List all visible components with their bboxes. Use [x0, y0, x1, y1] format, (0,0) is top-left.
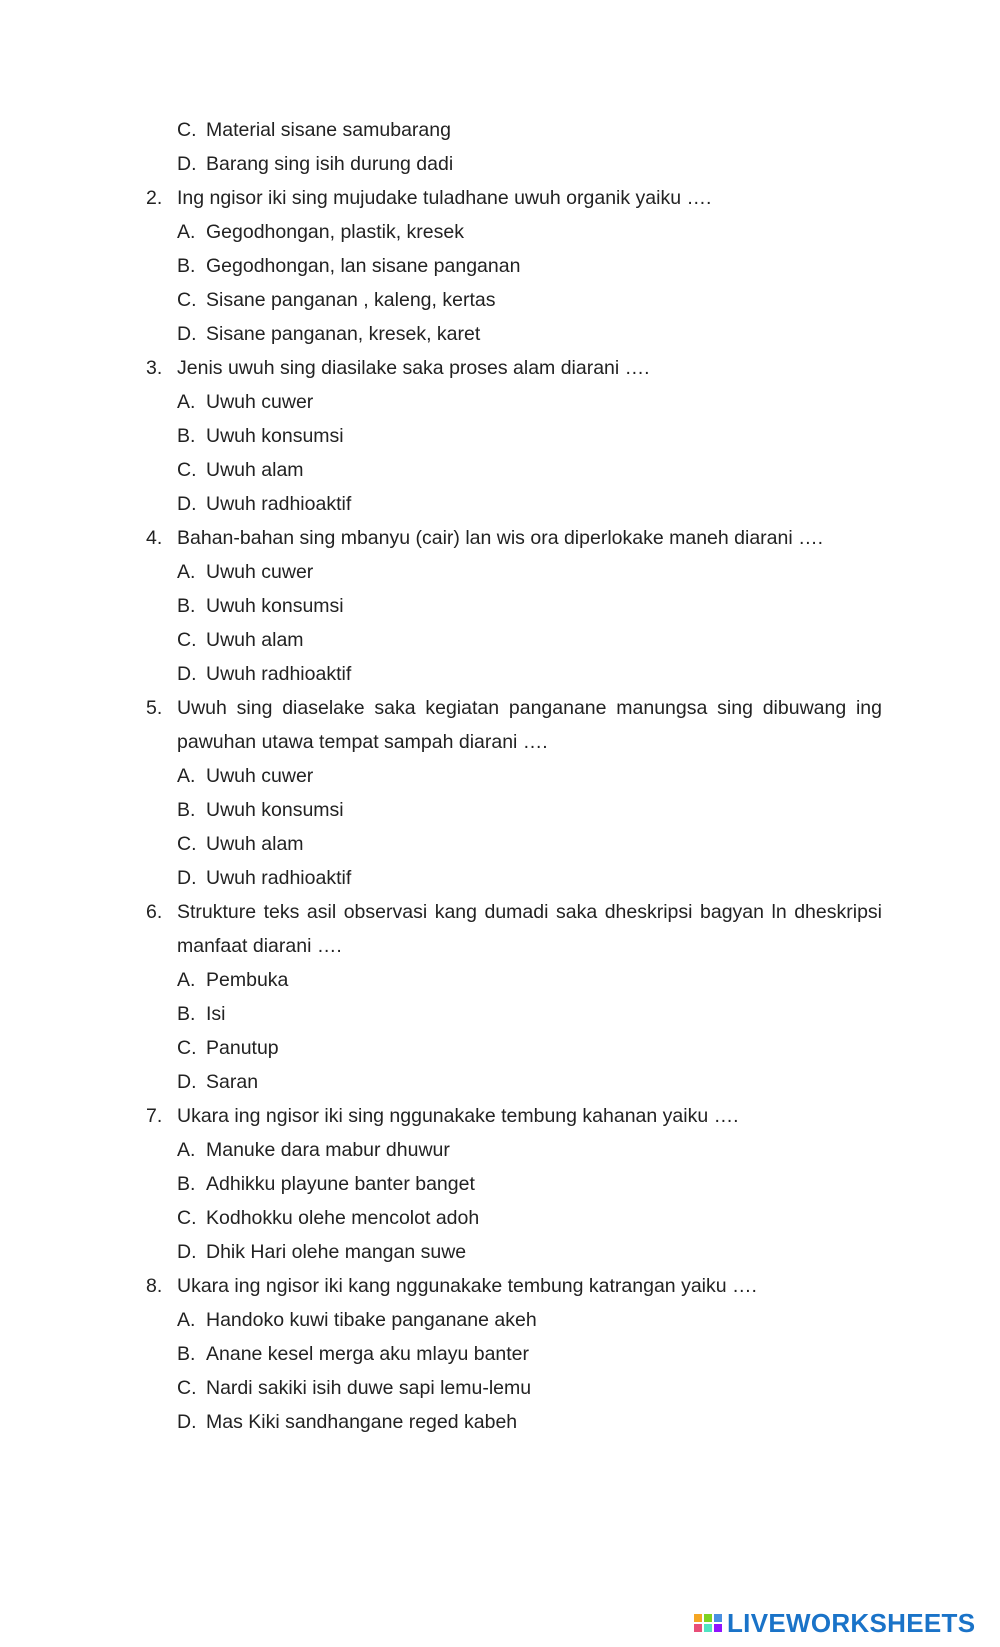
- question-text-continued: pawuhan utawa tempat sampah diarani ….: [177, 731, 548, 753]
- option-text: Uwuh konsumsi: [206, 595, 344, 617]
- option-text: Saran: [206, 1071, 259, 1093]
- answer-option: [146, 759, 882, 793]
- answer-option: [146, 147, 882, 181]
- question-text: Bahan-bahan sing mbanyu (cair) lan wis ora diperlokake maneh diarani ….: [177, 527, 824, 549]
- option-letter: C.: [177, 1377, 197, 1399]
- logo-text: LIVEWORKSHEETS: [727, 1607, 976, 1638]
- liveworksheets-logo: [694, 1608, 975, 1638]
- option-letter: D.: [177, 867, 197, 889]
- question-text: Ukara ing ngisor iki sing nggunakake tembung kahanan yaiku ….: [177, 1105, 739, 1127]
- option-text: Pembuka: [206, 969, 289, 991]
- option-text: Uwuh radhioaktif: [206, 493, 352, 515]
- option-text: Barang sing isih durung dadi: [206, 153, 454, 175]
- answer-option: [146, 385, 882, 419]
- answer-option: [146, 317, 882, 351]
- question: [146, 895, 882, 929]
- question-number: 7.: [146, 1105, 163, 1127]
- answer-option: [146, 1133, 882, 1167]
- answer-option: [146, 1031, 882, 1065]
- option-text: Handoko kuwi tibake panganane akeh: [206, 1309, 537, 1331]
- option-letter: D.: [177, 663, 197, 685]
- question: [146, 181, 882, 215]
- option-letter: A.: [177, 561, 196, 583]
- option-text: Nardi sakiki isih duwe sapi lemu-lemu: [206, 1377, 532, 1399]
- answer-option: [146, 283, 882, 317]
- question-number: 8.: [146, 1275, 163, 1297]
- option-letter: C.: [177, 833, 197, 855]
- logo-square: [704, 1624, 712, 1632]
- answer-option: [146, 215, 882, 249]
- answer-option: [146, 419, 882, 453]
- question-text: Uwuh sing diaselake saka kegiatan panganane manungsa sing dibuwang ing: [177, 697, 882, 719]
- option-text: Uwuh radhioaktif: [206, 867, 352, 889]
- answer-option: [146, 997, 882, 1031]
- option-text: Gegodhongan, lan sisane panganan: [206, 255, 521, 277]
- option-text: Uwuh alam: [206, 629, 304, 651]
- answer-option: [146, 487, 882, 521]
- answer-option: [146, 1303, 882, 1337]
- answer-option: [146, 555, 882, 589]
- answer-option: [146, 589, 882, 623]
- answer-option: [146, 657, 882, 691]
- option-letter: A.: [177, 969, 196, 991]
- option-letter: B.: [177, 1343, 196, 1365]
- option-letter: D.: [177, 1071, 197, 1093]
- option-letter: B.: [177, 1003, 196, 1025]
- option-letter: C.: [177, 289, 197, 311]
- question-text: Ukara ing ngisor iki kang nggunakake tembung katrangan yaiku ….: [177, 1275, 757, 1297]
- answer-option: [146, 963, 882, 997]
- question-text: Ing ngisor iki sing mujudake tuladhane uwuh organik yaiku ….: [177, 187, 712, 209]
- question: [146, 521, 882, 555]
- option-letter: C.: [177, 459, 197, 481]
- logo-square: [704, 1614, 712, 1622]
- question-number: 3.: [146, 357, 163, 379]
- option-letter: B.: [177, 255, 196, 277]
- option-text: Gegodhongan, plastik, kresek: [206, 221, 464, 243]
- option-letter: A.: [177, 765, 196, 787]
- option-letter: A.: [177, 1139, 196, 1161]
- answer-option: [146, 1065, 882, 1099]
- option-letter: A.: [177, 221, 196, 243]
- question-text: Jenis uwuh sing diasilake saka proses alam diarani ….: [177, 357, 650, 379]
- option-text: Uwuh alam: [206, 459, 304, 481]
- question-text: Strukture teks asil observasi kang dumadi saka dheskripsi bagyan ln dheskripsi: [177, 901, 882, 923]
- option-text: Uwuh konsumsi: [206, 799, 344, 821]
- option-text: Adhikku playune banter banget: [206, 1173, 475, 1195]
- option-letter: B.: [177, 1173, 196, 1195]
- answer-option: [146, 623, 882, 657]
- answer-option: [146, 249, 882, 283]
- option-letter: A.: [177, 1309, 196, 1331]
- answer-option: [146, 1201, 882, 1235]
- question: [146, 1269, 882, 1303]
- option-letter: B.: [177, 595, 196, 617]
- answer-option: [146, 1337, 882, 1371]
- option-text: Uwuh radhioaktif: [206, 663, 352, 685]
- option-text: Uwuh konsumsi: [206, 425, 344, 447]
- option-text: Panutup: [206, 1037, 279, 1059]
- liveworksheets-logo-icon: [694, 1614, 722, 1632]
- option-letter: C.: [177, 1207, 197, 1229]
- answer-option: [146, 1405, 882, 1439]
- question-list: [146, 113, 882, 1439]
- option-text: Uwuh cuwer: [206, 765, 314, 787]
- answer-option: [146, 861, 882, 895]
- question-number: 2.: [146, 187, 163, 209]
- answer-option: [146, 1371, 882, 1405]
- answer-option: [146, 827, 882, 861]
- option-text: Isi: [206, 1003, 226, 1025]
- option-text: Sisane panganan, kresek, karet: [206, 323, 481, 345]
- option-letter: C.: [177, 119, 197, 141]
- option-text: Anane kesel merga aku mlayu banter: [206, 1343, 530, 1365]
- option-text: Manuke dara mabur dhuwur: [206, 1139, 450, 1161]
- option-letter: B.: [177, 425, 196, 447]
- option-text: Uwuh cuwer: [206, 561, 314, 583]
- option-text: Dhik Hari olehe mangan suwe: [206, 1241, 467, 1263]
- option-text: Uwuh cuwer: [206, 391, 314, 413]
- answer-option: [146, 1235, 882, 1269]
- question-number: 6.: [146, 901, 163, 923]
- option-text: Material sisane samubarang: [206, 119, 451, 141]
- answer-option: [146, 113, 882, 147]
- question-text-continued: manfaat diarani ….: [177, 935, 342, 957]
- option-letter: B.: [177, 799, 196, 821]
- option-letter: D.: [177, 153, 197, 175]
- answer-option: [146, 1167, 882, 1201]
- question-number: 5.: [146, 697, 163, 719]
- option-letter: C.: [177, 1037, 197, 1059]
- question: [146, 351, 882, 385]
- option-text: Sisane panganan , kaleng, kertas: [206, 289, 496, 311]
- option-letter: D.: [177, 1411, 197, 1433]
- option-letter: D.: [177, 1241, 197, 1263]
- question: [146, 1099, 882, 1133]
- answer-option: [146, 453, 882, 487]
- logo-square: [714, 1614, 722, 1622]
- logo-square: [694, 1614, 702, 1622]
- logo-square: [714, 1624, 722, 1632]
- answer-option: [146, 793, 882, 827]
- option-letter: A.: [177, 391, 196, 413]
- option-letter: D.: [177, 323, 197, 345]
- option-text: Uwuh alam: [206, 833, 304, 855]
- question: [146, 691, 882, 725]
- option-letter: D.: [177, 493, 197, 515]
- logo-square: [694, 1624, 702, 1632]
- question-number: 4.: [146, 527, 163, 549]
- option-text: Mas Kiki sandhangane reged kabeh: [206, 1411, 518, 1433]
- option-letter: C.: [177, 629, 197, 651]
- option-text: Kodhokku olehe mencolot adoh: [206, 1207, 480, 1229]
